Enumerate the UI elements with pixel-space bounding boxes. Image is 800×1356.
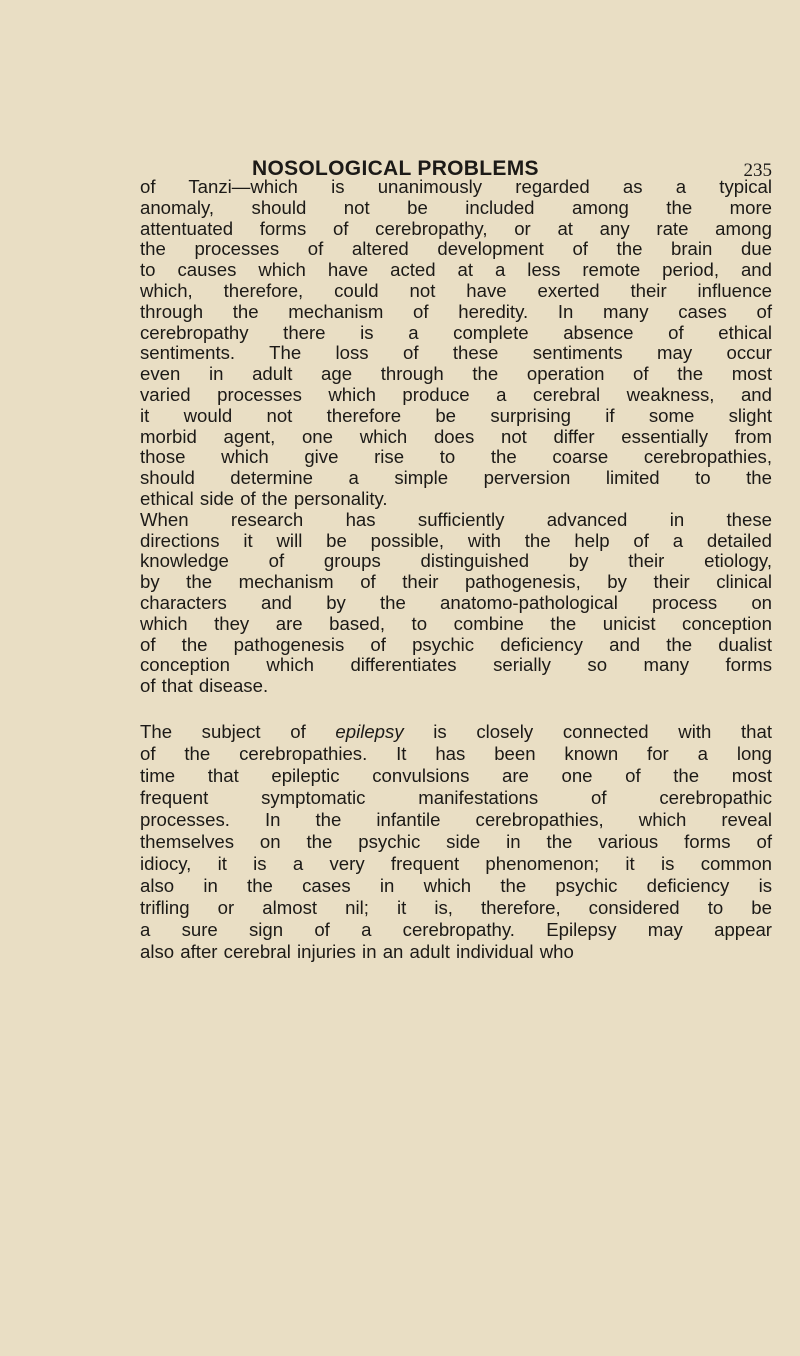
text-line: through the mechanism of heredity. In many cases of xyxy=(140,300,772,322)
text-line: cerebropathy there is a complete absence of ethical xyxy=(140,321,772,343)
text-line: varied processes which produce a cerebral weakness, and xyxy=(140,383,772,405)
text-line: sentiments. The loss of these sentiments may occur xyxy=(140,342,772,364)
text-line: it would not therefore be surprising if some slight xyxy=(140,404,772,426)
text-line: a sure sign of a cerebropathy. Epilepsy may appear xyxy=(140,919,772,940)
text-line: which, therefore, could not have exerted their influence xyxy=(140,279,772,301)
text-line: ethical side of the personality. xyxy=(140,487,388,509)
text-line: conception which differentiates serially so many forms xyxy=(140,654,772,676)
text-line: those which give rise to the coarse cerebropathies, xyxy=(140,446,772,468)
text-line: characters and by the anatomo-pathological process on xyxy=(140,591,772,613)
text-line: processes. In the infantile cerebropathies, which reveal xyxy=(140,809,772,830)
text-line: trifling or almost nil; it is, therefore, considered to be xyxy=(140,897,772,918)
text-line: knowledge of groups distinguished by their etiology, xyxy=(140,550,772,572)
text-line: also after cerebral injuries in an adult individual who xyxy=(140,941,574,962)
text-line: even in adult age through the operation of the most xyxy=(140,363,772,385)
text-line: to causes which have acted at a less remote period, and xyxy=(140,259,772,281)
text-line: morbid agent, one which does not differ essentially from xyxy=(140,425,772,447)
text-line: the processes of altered development of the brain due xyxy=(140,238,772,260)
text-line: directions it will be possible, with the help of a detailed xyxy=(140,529,772,551)
text-line: time that epileptic convulsions are one of the most xyxy=(140,765,772,786)
text-line: also in the cases in which the psychic deficiency is xyxy=(140,875,772,896)
text-line: When research has sufficiently advanced in these xyxy=(140,508,772,530)
paragraph-2 xyxy=(140,510,772,697)
text-line: which they are based, to combine the unicist conception xyxy=(140,612,772,634)
text-line: frequent symptomatic manifestations of cerebropathic xyxy=(140,787,772,808)
text-line: of that disease. xyxy=(140,675,269,697)
body-text-bottom xyxy=(140,721,772,963)
text-line: of Tanzi—which is unanimously regarded as a typical xyxy=(140,176,772,197)
text-line: of the cerebropathies. It has been known for a long xyxy=(140,743,772,764)
body-text-top xyxy=(140,177,772,697)
text-line xyxy=(140,721,772,743)
page-number: 235 xyxy=(743,160,772,181)
text-line: anomaly, should not be included among the more xyxy=(140,196,772,218)
text-fragment: The subject of xyxy=(140,721,336,742)
text-line: themselves on the psychic side in the various forms of xyxy=(140,831,772,852)
paragraph-3 xyxy=(140,743,772,963)
text-line: should determine a simple perversion limited to the xyxy=(140,467,772,489)
text-line: of the pathogenesis of psychic deficiency and the dualist xyxy=(140,633,772,655)
paragraph-1 xyxy=(140,177,772,510)
text-fragment: is closely connected with that xyxy=(403,721,772,742)
text-line: by the mechanism of their pathogenesis, by their clinical xyxy=(140,571,772,593)
text-line: attentuated forms of cerebropathy, or at any rate among xyxy=(140,217,772,239)
running-title: NOSOLOGICAL PROBLEMS xyxy=(252,157,539,180)
emphasis-epilepsy: epilepsy xyxy=(335,721,404,742)
text-line: idiocy, it is a very frequent phenomenon; it is common xyxy=(140,853,772,874)
